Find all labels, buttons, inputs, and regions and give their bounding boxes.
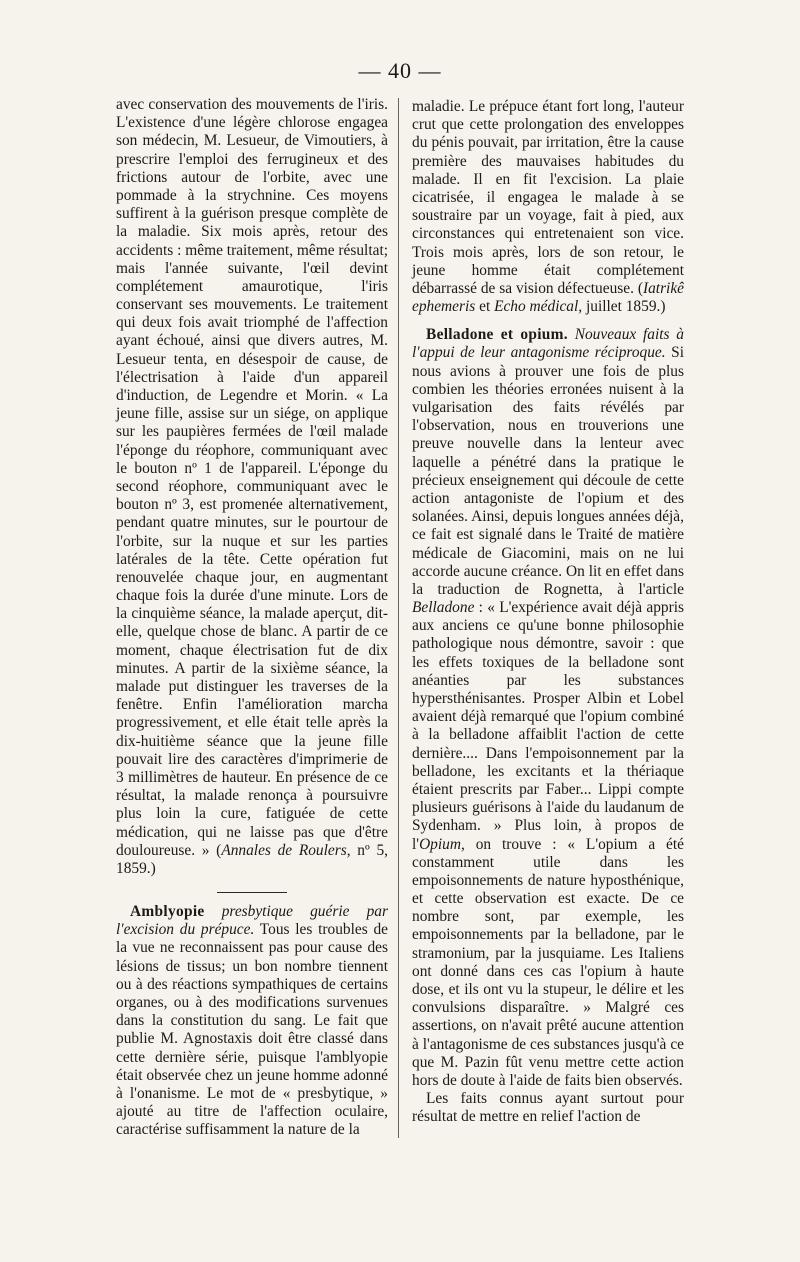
column-rule	[398, 98, 399, 1138]
amblyopie-article: Amblyopie presbytique guérie par l'excision du prépuce. Tous les troubles de la vue ne reconnaissent pas pour cause des lésions de tissus; un bon nombre tiennent ou à des réactions sympathiques de certains organes, ou à des modifications survenues dans la constitution du sang. Le fait que publie M. Agnostaxis doit être classé dans cette dernière série, puisque l'amblyopie était observée chez un jeune homme adonné à l'onanisme. Le mot de « presbytique, » ajouté au titre de l'affection oculaire, caractérise suffisamment la nature de la	[116, 903, 388, 1139]
article-heading: Amblyopie	[130, 903, 205, 921]
article-subheading: Nouveaux faits à l'appui de leur antagonisme réciproque.	[412, 326, 684, 362]
section-divider	[217, 892, 287, 893]
amblyopie-continued: maladie. Le prépuce étant fort long, l'auteur crut que cette prolongation des enveloppes du pénis pouvait, par irritation, être la cause première des mauvaises habitudes du malade. Il en fit l'excision. La plaie cicatrisée, il engagea le malade à se soustraire par un voyage, fait à pied, aux circonstances qui entretenaient son vice. Trois mois après, lors de son retour, le jeune homme était complétement débarrassé de sa vision défectueuse. (Iatrikê ephemeris et Echo médical, juillet 1859.)	[412, 98, 684, 316]
article-subheading: presbytique guérie par l'excision du prépuce.	[116, 903, 388, 939]
source-citation: Annales de Roulers	[221, 841, 347, 859]
belladone-article: Belladone et opium. Nouveaux faits à l'appui de leur antagonisme réciproque. Si nous avions à prouver une fois de plus combien les théories erronées nuisent à la vulgarisation des faits révélés par l'observation, nous en trouverions une preuve nouvelle dans la lenteur avec laquelle a pénétré dans la pratique le précieux enseignement qui découle de cette action antagoniste de l'opium et des solanées. Ainsi, depuis longues années déjà, ce fait est signalé dans le Traité de matière médicale de Giacomini, mais on ne lui accorde aucune créance. On lit en effet dans la traduction de Rognetta, à l'article Belladone : « L'expérience avait déjà appris aux anciens ce qu'une bonne philosophie pathologique nous démontre, savoir : que les effets toxiques de la belladone sont anéanties par les substances hypersthénisantes. Prosper Albin et Lobel avaient déjà remarqué que l'opium combiné à la belladone affaiblit l'action de cette dernière.... Dans l'empoisonnement par la belladone, les excitants et la thériaque étaient prescrits par Faber... Lippi compte plusieurs guérisons à l'aide du laudanum de Sydenham. » Plus loin, à propos de l'Opium, on trouve : « L'opium a été constamment utile dans les empoisonnements de nature hyposthénique, et cette observation est exacte. De ce nombre sont, par exemple, les empoisonnements par la belladone, par le stramonium, par la jusquiame. Les Italiens ont donné dans ces cas l'opium à haute dose, et ils ont vu la stupeur, le délire et les convulsions disparaître. » Malgré ces assertions, on n'avait prêté aucune attention à l'antagonisme de ces substances jusqu'à ce que M. Pazin fût venu mettre cette action hors de doute à l'aide de faits bien observés.	[412, 326, 684, 1089]
right-column	[412, 98, 684, 1127]
article-heading: Belladone et opium.	[426, 326, 568, 344]
page-number: — 40 —	[358, 58, 442, 83]
source-citation: Iatrikê ephemeris	[412, 279, 684, 316]
source-citation: Echo médical,	[494, 298, 583, 316]
amaurosis-paragraph: avec conservation des mouvements de l'iris. L'existence d'une légère chlorose engagea son médecin, M. Lesueur, de Vimoutiers, à prescrire l'emploi des ferrugineux et des frictions autour de l'orbite, avec une pommade à la strychnine. Ces moyens suffirent à la guérison presque complète de la maladie. Six mois après, retour des accidents : même traitement, même résultat; mais l'année suivante, l'œil devint complétement amaurotique, l'iris conservant ses mouvements. Le traitement qui deux fois avait triomphé de l'affection ayant échoué, ainsi que divers autres, M. Lesueur tenta, en désespoir de cause, de l'électrisation à l'aide d'un appareil d'induction, de Legendre et Morin. « La jeune fille, assise sur un siége, on applique sur les paupières fermées de l'œil malade l'éponge du réophore, communiquant avec le bouton nº 1 de l'appareil. L'éponge du second réophore, communiquant avec le bouton nº 3, est promenée alternativement, pendant quatre minutes, sur le pourtour de l'orbite, sur la nuque et sur les parties latérales de la tête. Cette opération fut renouvelée chaque jour, en augmentant chaque fois la durée d'une minute. Lors de la cinquième séance, la malade aperçut, dit-elle, quelque chose de blanc. A partir de ce moment, chaque électrisation fut de dix minutes. A partir de la sixième séance, la malade put distinguer les traverses de la fenêtre. Enfin l'amélioration marcha progressivement, et elle était telle après la dix-huitième séance que la jeune fille pouvait lire des caractères d'imprimerie de 3 millimètres de hauteur. En présence de ce résultat, la malade renonça à poursuivre plus loin la cure, fatiguée de cette médication, qui ne laisse pas que d'être douloureuse. » (Annales de Roulers, nº 5, 1859.)	[116, 96, 388, 877]
left-column	[116, 96, 388, 1140]
closing-paragraph: Les faits connus ayant surtout pour résultat de mettre en relief l'action de	[412, 1090, 684, 1126]
